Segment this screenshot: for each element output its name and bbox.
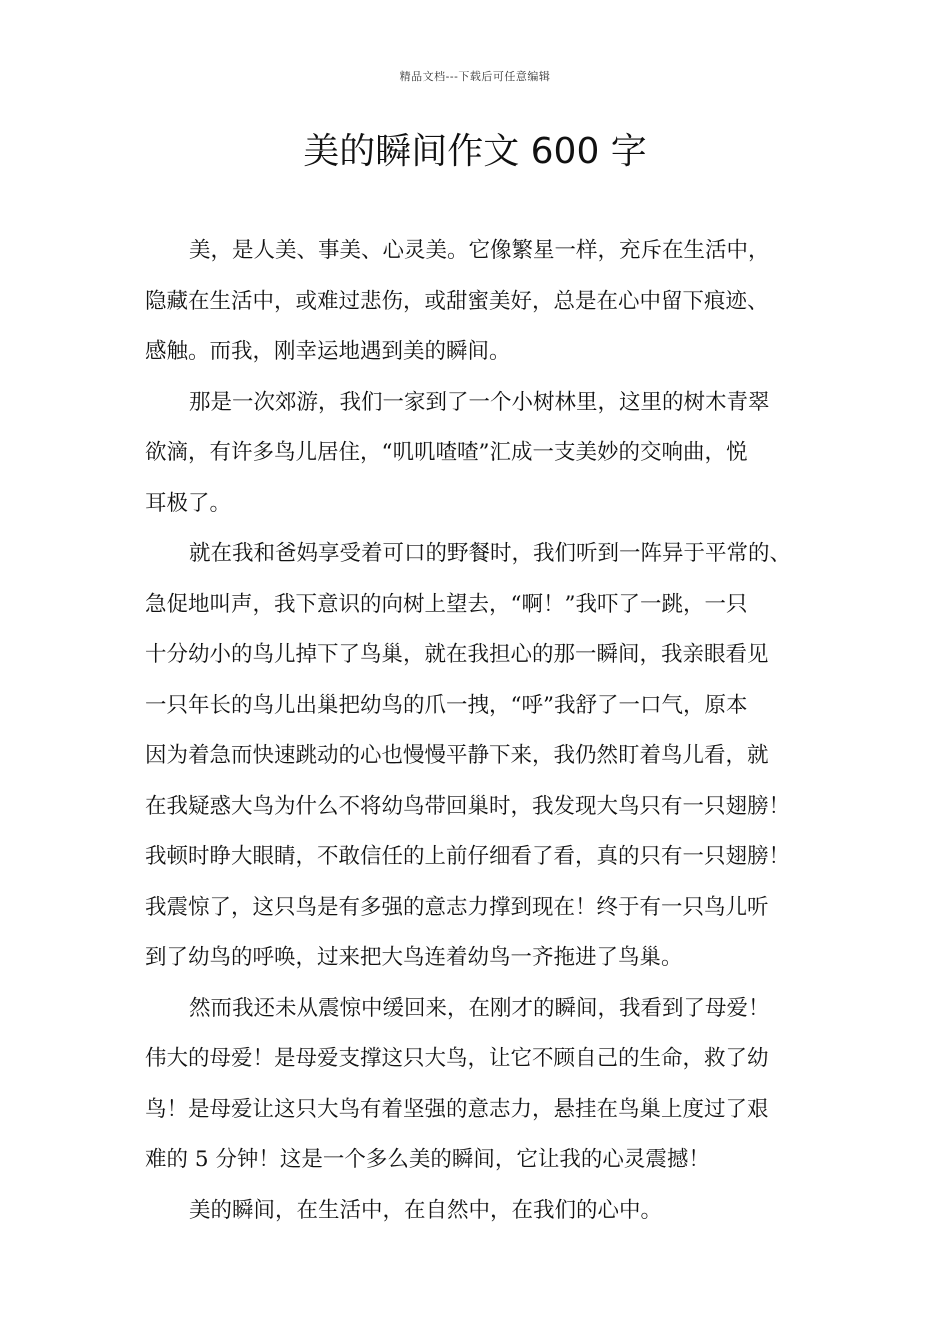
paragraph-line: 就在我和爸妈享受着可口的野餐时，我们听到一阵异于平常的、 <box>189 541 792 566</box>
paragraph-1 <box>145 226 825 378</box>
paragraph-line: 难的 5 分钟！这是一个多么美的瞬间，它让我的心灵震撼！ <box>145 1147 710 1172</box>
paragraph-5 <box>145 1186 825 1237</box>
paragraph-line: 我震惊了，这只鸟是有多强的意志力撑到现在！终于有一只鸟儿听 <box>145 894 769 920</box>
paragraph-line: 在我疑惑大鸟为什么不将幼鸟带回巢时，我发现大鸟只有一只翅膀！ <box>145 793 791 819</box>
paragraph-line: 到了幼鸟的呼唤，过来把大鸟连着幼鸟一齐拖进了鸟巢。 <box>145 945 683 970</box>
paragraph-2 <box>145 378 825 530</box>
document-title: 美的瞬间作文 600 字 <box>303 131 647 172</box>
paragraph-line: 美的瞬间，在生活中，在自然中，在我们的心中。 <box>189 1197 663 1223</box>
paragraph-line: 鸟！是母爱让这只大鸟有着坚强的意志力，悬挂在鸟巢上度过了艰 <box>145 1096 769 1122</box>
page-header-watermark: 精品文档---下载后可任意编辑 <box>399 70 551 83</box>
paragraph-line: 急促地叫声，我下意识的向树上望去，“啊！”我吓了一跳，一只 <box>145 591 748 617</box>
paragraph-line: 那是一次郊游，我们一家到了一个小树林里，这里的树木青翠 <box>189 389 770 415</box>
paragraph-line: 一只年长的鸟儿出巢把幼鸟的爪一拽，“呼”我舒了一口气，原本 <box>145 692 748 718</box>
paragraph-4 <box>145 984 825 1186</box>
paragraph-line: 因为着急而快速跳动的心也慢慢平静下来，我仍然盯着鸟儿看，就 <box>145 743 769 768</box>
paragraph-line: 感触。而我，刚幸运地遇到美的瞬间。 <box>145 339 511 364</box>
paragraph-line: 我顿时睁大眼睛，不敢信任的上前仔细看了看，真的只有一只翅膀！ <box>145 844 791 869</box>
paragraph-line: 十分幼小的鸟儿掉下了鸟巢，就在我担心的那一瞬间，我亲眼看见 <box>145 642 769 667</box>
paragraph-line: 美，是人美、事美、心灵美。它像繁星一样，充斥在生活中， <box>189 238 770 263</box>
paragraph-line: 然而我还未从震惊中缓回来，在刚才的瞬间，我看到了母爱！ <box>189 995 770 1021</box>
paragraph-3 <box>145 529 825 984</box>
paragraph-line: 欲滴，有许多鸟儿居住，“叽叽喳喳”汇成一支美妙的交响曲，悦 <box>145 440 748 465</box>
paragraph-line: 耳极了。 <box>145 490 232 516</box>
paragraph-line: 伟大的母爱！是母爱支撑这只大鸟，让它不顾自己的生命，救了幼 <box>145 1046 769 1071</box>
document-body <box>145 226 825 1236</box>
paragraph-line: 隐藏在生活中，或难过悲伤，或甜蜜美好，总是在心中留下痕迹、 <box>145 288 769 314</box>
